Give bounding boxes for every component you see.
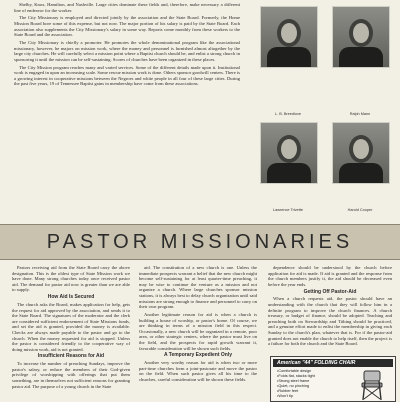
photo-caption: Ralph Mann: [349, 112, 371, 116]
column-3: [268, 265, 392, 349]
photo-caption: L. B. Breedlove: [275, 112, 301, 116]
ad-feature: • Folds flat, stacks tight: [277, 374, 347, 379]
portrait-photo: [260, 6, 318, 68]
paragraph: When a church requests aid, the pastor should have an understanding with the church that they will follow him in a definite program to improve the church finances. A church treasury, or budget of finance, should be adopted. Teaching and preaching both on Stewardship and Tithing should be practiced, and a genuine effort made to enlist the membership in giving each Sunday to the church's plan, whatever that is. For if the pastor-aid granted does not enable the church to help itself, then the project is a failure for both the church and the State Board.: [268, 296, 392, 347]
paragraph: The City Missionary is chiefly a promoter. He promotes the whole denominational program like the associational missionary, however, he majors on mission work, where the money and personnel is furnished almost altogether by the large city churches. He will carefully select a mission point where a Baptist church should be, and enlist a strong church in sponsoring it until the mission can be self-sustaining. Scores of churches have been organized in these places.: [14, 39, 240, 62]
portrait-photo: [260, 122, 318, 184]
photo-caption: Harold Cooper: [347, 208, 373, 212]
column-2: [139, 265, 257, 385]
ad-feature: • Strong steel frame: [277, 379, 347, 384]
subheading: A Temporary Expedient Only: [163, 352, 233, 359]
ad-title: American "44" FOLDING CHAIR: [273, 359, 393, 367]
portrait-gallery: [252, 0, 400, 220]
paragraph: dependence should be understood by the church before application for aid is made. If aid is granted and the response from the church members justify it, the aid should be decreased even before the year ends.: [268, 265, 392, 287]
paragraph: aid. The constitution of a new church is one. Unless the immediate prospects warrant a belief that the new church might become self-sustaining for at least quarter-time preaching, it may be wise to continue the venture as a mission and not organize a church. Where large churches sponsor mission stations, it is always best to delay church organization until said missions are strong enough to finance and personnel to carry on their own program.: [139, 265, 257, 310]
paragraph: Shelby, Knox, Hamilton, and Nashville. Large cities dominate these fields and, therefore, make necessary a different line of endeavor for the worker.: [14, 2, 240, 13]
ad-feature: • Won't tip: [277, 394, 347, 399]
subheading: How Aid Is Secured: [47, 294, 95, 301]
folding-chair-advertisement: [270, 356, 396, 402]
subheading: Getting Off Pastor-Aid: [303, 288, 357, 295]
paragraph: The church asks the Board, makes application for help, gets the request for aid approved by the association, and sends it to the State Board. The signatures of the moderator and the clerk are considered sufficient endorsement of State Missions funds, and set the aid is granted, provided the money is available. Checks are always made payable to the pastor and go to the church. When the money requested for aid is stopped. Unless the pastor is considered friendly to the cooperative way of doing mission work, aid is not granted.: [12, 301, 130, 352]
photo-caption: Lawrence Trivette: [273, 208, 303, 212]
paragraph: The City Mission program reaches many and varied services. Some of the different details made upon it. Institutional work is engaged in upon an increasing scale. Some rescue mission work is done. Others sponsor goodwill centers. There is a growing interest in cooperative missions between the Negroes and white people in all four of these large cities. During the past five years, 19 of Tennessee Baptist gains in membership have come from these associations.: [14, 64, 240, 87]
portrait-photo: [332, 122, 390, 184]
section-title: PASTOR MISSIONARIES: [46, 230, 354, 253]
paragraph: The City Missionary is employed and directed jointly by the association and the State Board. Formerly, the Home Mission Board bore some of this expense, but not now. The major portion of his salary is paid by the State Board. Each association also supplements the City Missionary's salary in some way. Reports come monthly from these workers to the State Board and the association.: [14, 15, 240, 38]
top-article-text: [14, 2, 240, 89]
ad-feature: • Rubber feet: [277, 389, 347, 394]
paragraph: Another very worthy reason for aid is when two or more part-time churches form a joint-pastorate and move the pastor on the field. When such pastor gives all his time to the churches, careful consideration will be shown these fields.: [139, 360, 257, 382]
ad-feature: • Quiet, no pinching: [277, 384, 347, 389]
section-banner: [0, 224, 400, 260]
paragraph: Pastors receiving aid from the State Board carry the above designation. This is the oldest type of State Mission work we have done. Many strong churches today once received pastor aid. The demand for pastor aid now is greater than we are able to supply.: [12, 265, 130, 293]
portrait-photo: [332, 6, 390, 68]
ad-feature-list: [277, 369, 347, 399]
paragraph: Another legitimate reason for aid is when a church is building a house of worship, or pastor's home. Of course, we are thinking in terms of a mission field in this respect. Occasionally, a new church will be organized in a remote, poor area, or other strategic centers, where the pastor must live on the field, and the prospects for rapid growth warrant it, favorable consideration will be shown such fields.: [139, 311, 257, 351]
ad-feature: • Comfortable design: [277, 369, 347, 374]
folding-chair-icon: [355, 369, 389, 401]
subheading: Insufficient Reasons for Aid: [37, 353, 105, 360]
column-1: [12, 265, 130, 391]
paragraph: To increase the number of preaching Sundays, improve the pastor's salary, or reduce the members of their God-given privilege of worshipping with offerings that put them something, are in themselves not sufficient reasons for granting pastor aid. The purpose of a young church in the State: [12, 361, 130, 389]
